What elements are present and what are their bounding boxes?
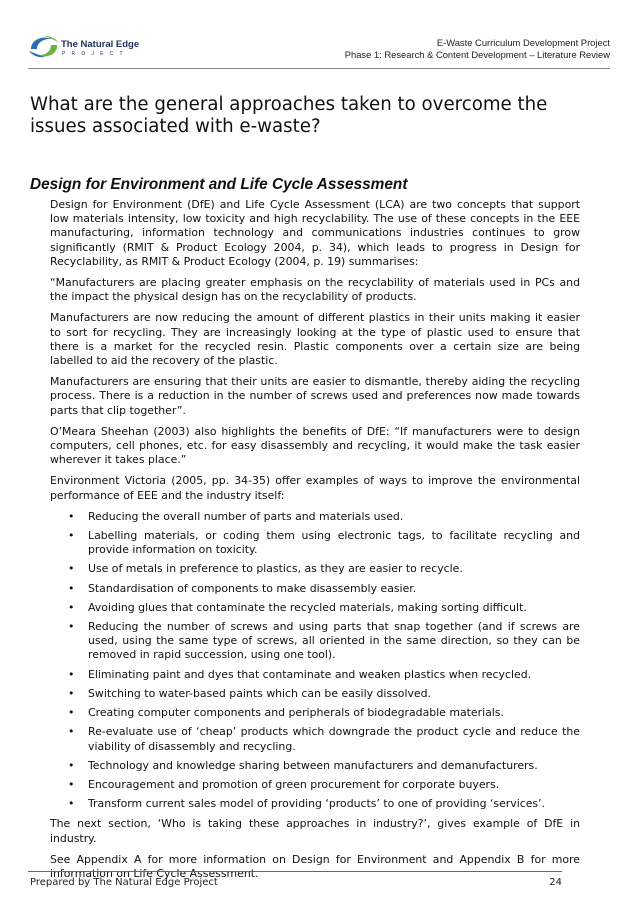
page-number: 24	[549, 877, 562, 888]
logo-blue-swoosh-small	[29, 51, 45, 57]
list-item	[68, 620, 580, 663]
footer-credit: Prepared by The Natural Edge Project	[30, 877, 218, 888]
header-line-2: Phase 1: Research & Content Development – Literature Review	[344, 49, 610, 60]
bullet-icon: •	[68, 725, 75, 739]
list-item-text: Encouragement and promotion of green procurement for corporate buyers.	[88, 777, 500, 791]
bullet-icon: •	[68, 509, 75, 523]
header-project-info	[345, 37, 610, 61]
list-item-text: Use of metals in preference to plastics, as they are easier to recycle.	[88, 562, 463, 576]
logo-green-swoosh-small	[44, 36, 59, 43]
bullet-icon: •	[68, 562, 75, 576]
list-item	[68, 529, 580, 557]
list-item-text: Reducing the number of screws and using parts that snap together (and if screws are used, using the same type of screws, all oriented in the same direction, so they can be removed in rapid succession, using one tool).	[88, 620, 580, 662]
logo-subtitle: PROJECT	[62, 51, 129, 57]
list-item-text: Re-evaluate use of ‘cheap’ products which downgrade the product cycle and reduce the viability of disassembly and recycling.	[88, 725, 580, 753]
bullet-icon: •	[68, 686, 75, 700]
page-header	[28, 34, 610, 64]
header-divider	[28, 68, 610, 69]
list-item-text: Reducing the overall number of parts and materials used.	[88, 509, 404, 523]
list-item-text: Technology and knowledge sharing between manufacturers and demanufacturers.	[88, 758, 538, 772]
bullet-icon: •	[68, 758, 75, 772]
list-item	[68, 562, 580, 576]
paragraph: Design for Environment (DfE) and Life Cycle Assessment (LCA) are two concepts that support low materials intensity, low toxicity and high recyclability. The use of these concepts in the EEE manufacturing, information technology and communications industries continues to grow significantly (RMIT & Product Ecology 2004, p. 34), which leads to progress in Design for Recyclability, as RMIT & Product Ecology (2004, p. 19) summarises:	[50, 198, 580, 268]
list-item-text: Switching to water-based paints which can be easily dissolved.	[88, 686, 432, 700]
list-item-text: Standardisation of components to make disassembly easier.	[88, 581, 417, 595]
list-item-text: Avoiding glues that contaminate the recycled materials, making sorting difficult.	[88, 600, 527, 614]
globe-logo-icon	[28, 34, 60, 60]
logo-blue-swoosh	[31, 38, 52, 49]
list-item	[68, 777, 580, 792]
paragraph: Manufacturers are now reducing the amount of different plastics in their units making it easier to sort for recycling. They are increasingly looking at the type of plastic used to ensure that there is a market for the recycled resin. Plastic components over a certain size are being labelled to aid the recovery of the plastic.	[50, 311, 580, 368]
paragraph: The next section, ‘Who is taking these approaches in industry?’, gives example of DfE in industry.	[50, 817, 580, 845]
list-item-text: Transform current sales model of providing ‘products’ to one of providing ‘services’.	[88, 797, 546, 811]
bullet-icon: •	[68, 706, 75, 720]
page-title: What are the general approaches taken to overcome the issues associated with e-waste?	[30, 94, 548, 137]
bullet-icon: •	[68, 797, 75, 811]
bullet-icon: •	[68, 620, 75, 634]
logo-green-swoosh	[37, 45, 57, 56]
body-content	[50, 198, 580, 888]
list-item	[68, 686, 580, 701]
list-item	[68, 758, 580, 773]
paragraph: See Appendix A for more information on Design for Environment and Appendix B for more information on Life Cycle Assessment.	[50, 852, 580, 880]
natural-edge-logo	[28, 34, 168, 64]
list-item-text: Eliminating paint and dyes that contaminate and weaken plastics when recycled.	[88, 667, 532, 681]
bullet-icon: •	[68, 581, 75, 595]
paragraph: Manufacturers are ensuring that their units are easier to dismantle, thereby aiding the recycling process. There is a reduction in the number of screws used and preferences now made towards parts that clip together”.	[50, 375, 580, 417]
paragraph: “Manufacturers are placing greater emphasis on the recyclability of materials used in PCs and the impact the physical design has on the recyclability of products.	[50, 276, 580, 304]
bullet-icon: •	[68, 529, 75, 543]
bullet-list	[50, 510, 580, 811]
list-item	[68, 600, 580, 615]
header-line-1: E-Waste Curriculum Development Project	[436, 37, 610, 48]
list-item-text: Creating computer components and peripherals of biodegradable materials.	[88, 706, 504, 720]
bullet-icon: •	[68, 667, 75, 681]
bullet-icon: •	[68, 777, 75, 791]
list-item-text: Labelling materials, or coding them using electronic tags, to facilitate recycling and provide information on toxicity.	[88, 529, 580, 557]
bullet-icon: •	[68, 600, 75, 614]
list-item	[68, 797, 580, 811]
section-heading: Design for Environment and Life Cycle Assessment	[30, 176, 408, 193]
list-item	[68, 581, 580, 596]
list-item	[68, 667, 580, 682]
list-item	[68, 725, 580, 753]
paragraph: Environment Victoria (2005, pp. 34-35) offer examples of ways to improve the environmental performance of EEE and the industry itself:	[50, 474, 580, 502]
list-item	[68, 706, 580, 720]
paragraph: O’Meara Sheehan (2003) also highlights the benefits of DfE: “If manufacturers were to design computers, cell phones, etc. for easy disassembly and recycling, it would make the task easier wherever it takes place.”	[50, 424, 580, 467]
list-item	[68, 509, 580, 524]
logo-name: The Natural Edge	[61, 39, 140, 50]
footer-divider	[28, 871, 562, 872]
